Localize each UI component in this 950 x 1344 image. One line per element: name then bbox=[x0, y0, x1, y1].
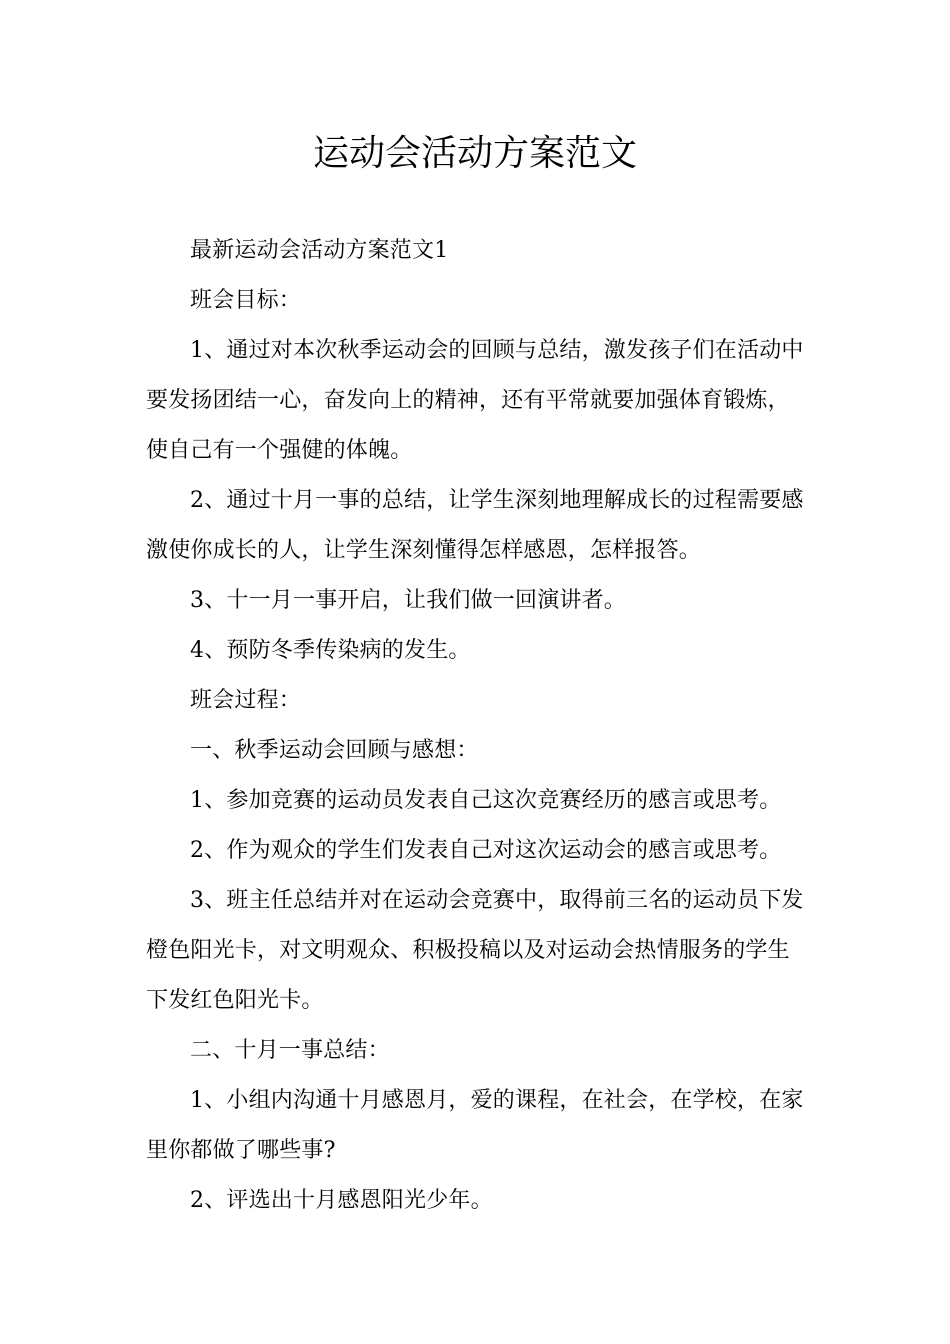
paragraph: 2、作为观众的学生们发表自己对这次运动会的感言或思考。 bbox=[190, 838, 782, 863]
paragraph: 一、秋季运动会回顾与感想： bbox=[190, 738, 479, 763]
paragraph: 班会目标： bbox=[190, 288, 302, 313]
paragraph: 2、评选出十月感恩阳光少年。 bbox=[190, 1188, 493, 1213]
paragraph: 1、小组内沟通十月感恩月，爱的课程，在社会，在学校，在家里你都做了哪些事? bbox=[146, 1088, 804, 1163]
paragraph: 3、班主任总结并对在运动会竞赛中，取得前三名的运动员下发橙色阳光卡，对文明观众、积极投稿以及对运动会热情服务的学生下发红色阳光卡。 bbox=[146, 888, 804, 1013]
paragraph: 最新运动会活动方案范文1 bbox=[190, 238, 449, 263]
document-body bbox=[146, 226, 808, 1226]
paragraph: 3、十一月一事开启，让我们做一回演讲者。 bbox=[190, 588, 626, 613]
paragraph: 1、通过对本次秋季运动会的回顾与总结，激发孩子们在活动中要发扬团结一心，奋发向上的精神，还有平常就要加强体育锻炼，使自己有一个强健的体魄。 bbox=[146, 338, 804, 463]
paragraph: 4、预防冬季传染病的发生。 bbox=[190, 638, 471, 663]
paragraph: 2、通过十月一事的总结，让学生深刻地理解成长的过程需要感激使你成长的人，让学生深刻懂得怎样感恩，怎样报答。 bbox=[146, 488, 804, 563]
paragraph: 班会过程： bbox=[190, 688, 302, 713]
document-title: 运动会活动方案范文 bbox=[312, 133, 637, 174]
paragraph: 二、十月一事总结： bbox=[190, 1038, 390, 1063]
paragraph: 1、参加竞赛的运动员发表自己这次竞赛经历的感言或思考。 bbox=[190, 788, 782, 813]
